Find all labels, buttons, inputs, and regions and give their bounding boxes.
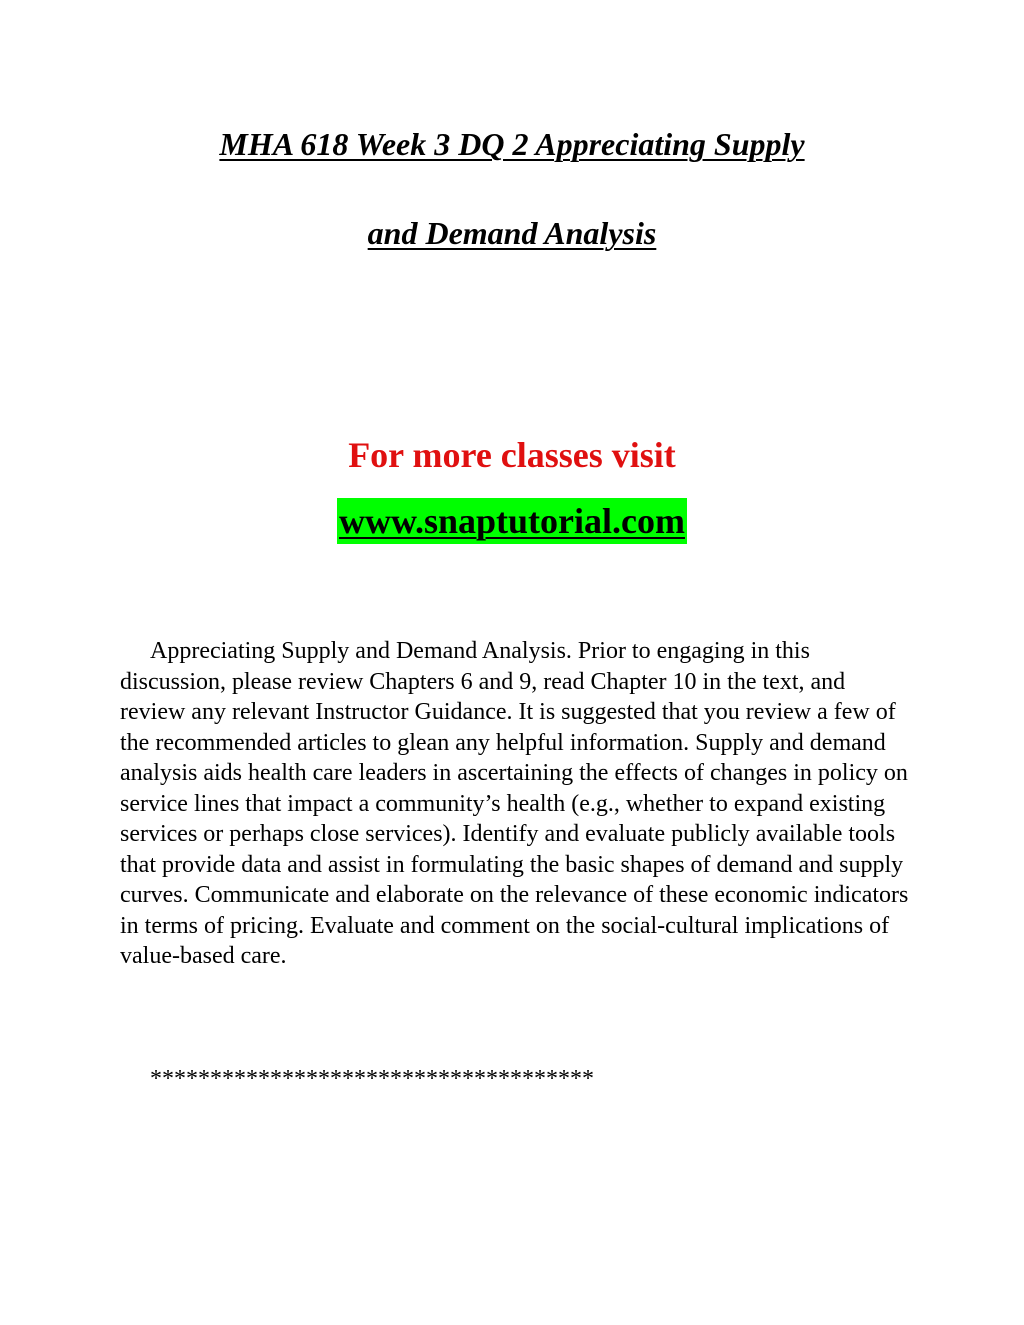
- document-title-line-1: MHA 618 Week 3 DQ 2 Appreciating Supply: [219, 126, 805, 162]
- document-title-line-2: and Demand Analysis: [367, 215, 657, 251]
- body-paragraph: Appreciating Supply and Demand Analysis. Prior to engaging in this discussion, please review Chapters 6 and 9, read Chapter 10 in the text, and review any relevant Instructor Guidance. It is suggested that you review a few of the recommended articles to glean any helpful information. Supply and demand analysis aids health care leaders in ascertaining the effects of changes in policy on service lines that impact a community’s health (e.g., whether to expand existing services or perhaps close services). Identify and evaluate publicly available tools that provide data and assist in formulating the basic shapes of demand and supply curves. Communicate and elaborate on the relevance of these economic indicators in terms of pricing. Evaluate and comment on the social-cultural implications of value-based care.: [120, 638, 909, 969]
- site-link[interactable]: www.snaptutorial.com: [337, 498, 687, 544]
- promo-text: For more classes visit: [348, 435, 676, 475]
- site-link-container: [0, 498, 1024, 544]
- separator-stars: *************************************: [150, 1066, 594, 1092]
